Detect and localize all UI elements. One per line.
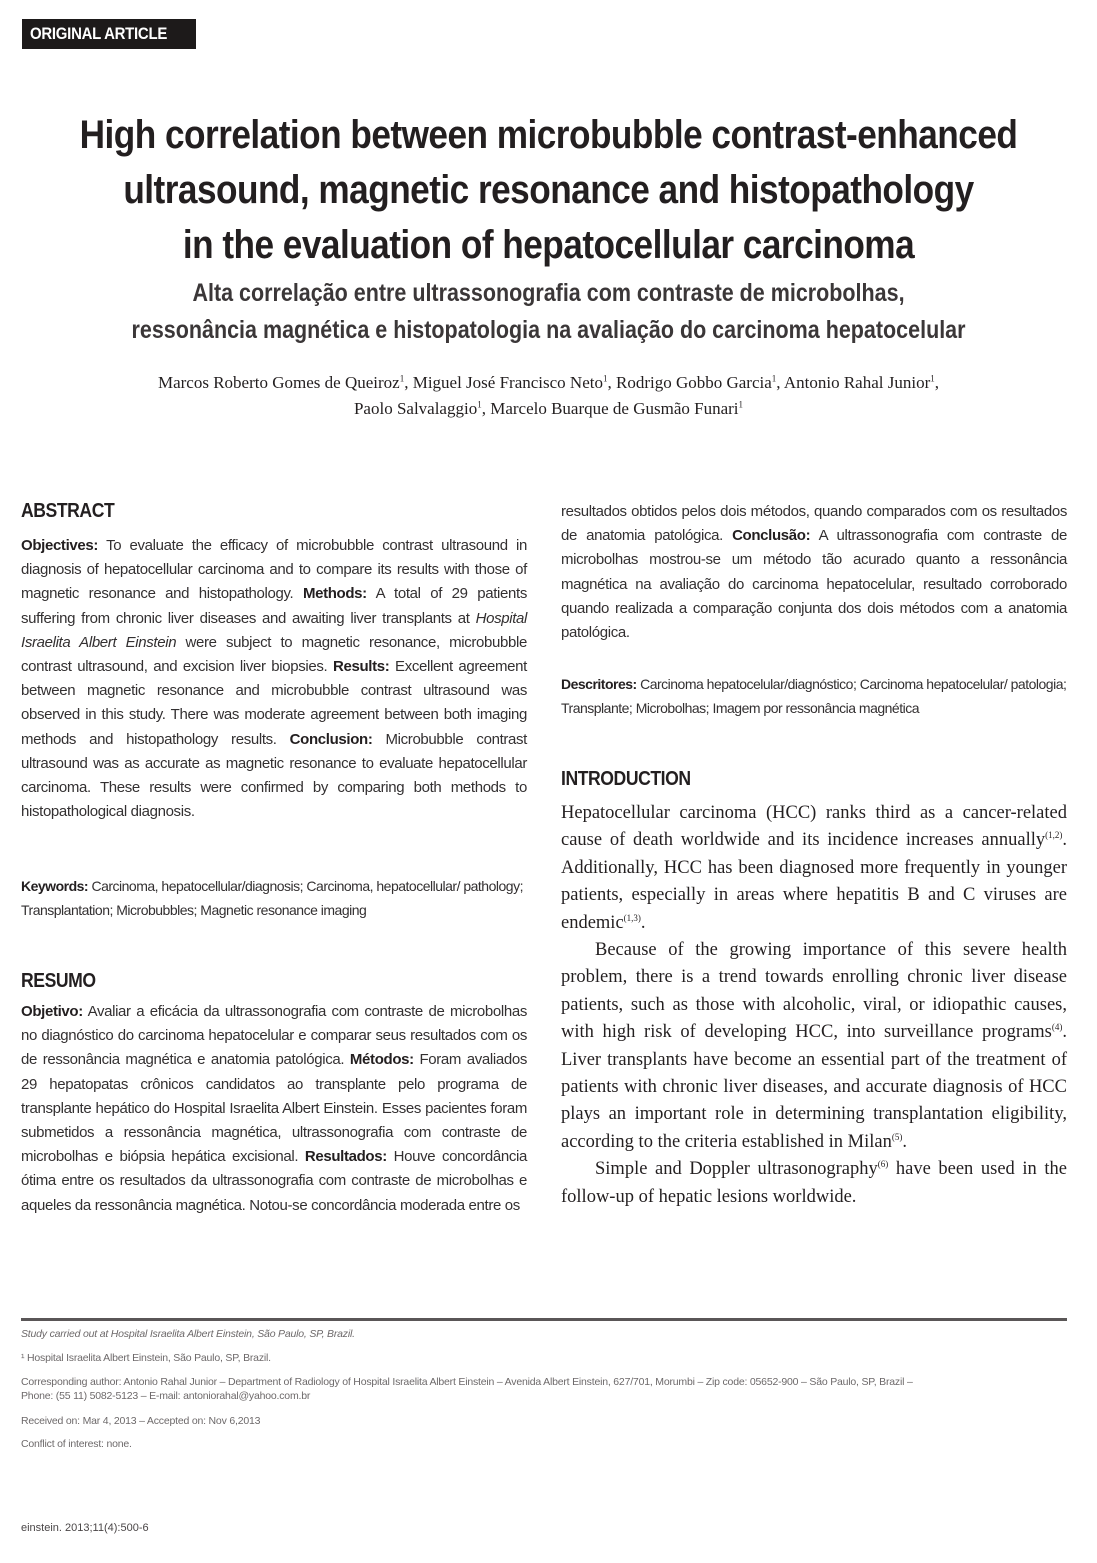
author: Antonio Rahal Junior$^1$, — [783, 373, 939, 392]
paragraph: Simple and Doppler ultrasonography$^{(6)}$ have been used in the follow-up of hepatic lesions worldwide. — [561, 1159, 1067, 1207]
citation-ref[interactable]: (1,3) — [623, 912, 641, 923]
footnote-divider — [21, 1318, 1067, 1321]
citation-ref[interactable]: (6) — [877, 1159, 889, 1170]
title-line: High correlation between microbubble contrast-enhanced — [79, 113, 1018, 157]
article-subtitle-portuguese — [0, 275, 1097, 349]
resumo-heading: RESUMO — [21, 970, 96, 992]
article-title — [0, 108, 1097, 273]
keywords: Keywords: Carcinoma, hepatocellular/diagnosis; Carcinoma, hepatocellular/ pathology; Transplantation; Microbubbles; Magnetic resonance imaging — [21, 878, 523, 918]
author: Marcos Roberto Gomes de Queiroz$^1$, — [157, 373, 413, 392]
introduction-heading: INTRODUCTION — [561, 768, 691, 790]
author-list — [0, 370, 1097, 422]
paragraph: Hepatocellular carcinoma (HCC) ranks third as a cancer-related cause of death worldwide and its incidence increases annually$^{(1,2)}$. Additionally, HCC has been diagnosed more frequently in younger patients, especially in areas where hepatitis B and C viruses are endemic$^{(1,3)}$. — [561, 803, 1067, 933]
author-line — [0, 396, 1097, 422]
introduction-body — [561, 800, 1067, 1211]
author-line — [0, 370, 1097, 396]
footnote-contact[interactable]: Phone: (55 11) 5082-5123 – E-mail: antoniorahal@yahoo.com.br — [21, 1390, 311, 1402]
footnote-affiliation: ¹ Hospital Israelita Albert Einstein, São Paulo, SP, Brazil. — [21, 1352, 271, 1364]
citation-ref[interactable]: (4) — [1051, 1022, 1063, 1033]
footnote-dates: Received on: Mar 4, 2013 – Accepted on: Nov 6,2013 — [21, 1415, 261, 1427]
resumo-body: Objetivo: Avaliar a eficácia da ultrassonografia com contraste de microbolhas no diagnóstico do carcinoma hepatocelular e comparar seus resultados com os de ressonância magnética e anatomia patológica. Métodos: Foram avaliados 29 hepatopatas crônicos candidatos ao transplante pelo programa de transplante hepático do Hospital Israelita Albert Einstein. Esses pacientes foram submetidos a ressonância magnética, ultrassonografia com contraste de microbolhas e biópsia hepática excisional. Resultados: Houve concordância ótima entre os resultados da ultrassonografia com contraste de microbolhas e aqueles da ressonância magnética. Notou-se concordância moderada entre os — [21, 1003, 527, 1214]
author: Rodrigo Gobbo Garcia$^1$, — [615, 373, 784, 392]
subtitle-line: ressonância magnética e histopatologia na avaliação do carcinoma hepatocelular — [131, 316, 966, 344]
footnote-corresponding-author: Corresponding author: Antonio Rahal Junior – Department of Radiology of Hospital Israelita Albert Einstein – Avenida Albert Einstein, 627/701, Morumbi – Zip code: 05652-900 – São Paulo, SP, Brazil – — [21, 1376, 913, 1388]
author: Miguel José Francisco Neto$^1$, — [412, 373, 616, 392]
subtitle-line: Alta correlação entre ultrassonografia com contraste de microbolhas, — [192, 279, 905, 307]
abstract-body: Objectives: To evaluate the efficacy of microbubble contrast ultrasound in diagnosis of hepatocellular carcinoma and to compare its results with those of magnetic resonance and histopathology. Methods: A total of 29 patients suffering from chronic liver diseases and awaiting liver transplants at Hospital Israelita Albert Einstein were subject to magnetic resonance, microbubble contrast ultrasound, and excision liver biopsies. Results: Excellent agreement between magnetic resonance and microbubble contrast ultrasound was observed in this study. There was moderate agreement between both imaging methods and histopathology results. Conclusion: Microbubble contrast ultrasound was as accurate as magnetic resonance to evaluate hepatocellular carcinoma. These results were confirmed by comparing both methods to histopathological diagnosis. — [21, 537, 527, 821]
footnote-conflict: Conflict of interest: none. — [21, 1438, 132, 1450]
title-line: in the evaluation of hepatocellular carcinoma — [182, 223, 915, 267]
author: Paolo Salvalaggio$^1$, — [353, 399, 491, 418]
article-type-badge: ORIGINAL ARTICLE — [22, 19, 196, 49]
paragraph: Because of the growing importance of this severe health problem, there is a trend towards enrolling chronic liver disease patients, such as those with alcoholic, viral, or idiopathic causes, with high risk of developing HCC, into surveillance programs$^{(4)}$. Liver transplants have become an essential part of the treatment of patients with chronic liver diseases, and accurate diagnosis of HCC plays an important role in determining transplantation eligibility, according to the criteria established in Milan$^{(5)}$. — [561, 940, 1067, 1152]
resumo-body-continued: resultados obtidos pelos dois métodos, quando comparados com os resultados de anatomia patológica. Conclusão: A ultrassonografia com contraste de microbolhas mostrou-se um método tão acurado quanto a ressonância magnética na avaliação do carcinoma hepatocelular, resultado corroborado quando realizada a comparação conjunta dos dois métodos com a anatomia patológica. — [561, 503, 1067, 642]
abstract-heading: ABSTRACT — [21, 500, 115, 522]
journal-citation: einstein. 2013;11(4):500-6 — [21, 1522, 149, 1534]
descritores: Descritores: Carcinoma hepatocelular/diagnóstico; Carcinoma hepatocelular/ patologia; Transplante; Microbolhas; Imagem por ressonância magnética — [561, 676, 1067, 716]
citation-ref[interactable]: (5) — [891, 1131, 903, 1142]
title-block — [0, 108, 1097, 349]
citation-ref[interactable]: (1,2) — [1045, 830, 1063, 841]
title-line: ultrasound, magnetic resonance and histopathology — [123, 168, 974, 212]
author: Marcelo Buarque de Gusmão Funari$^1$ — [490, 399, 744, 418]
footnote-study-location: Study carried out at Hospital Israelita Albert Einstein, São Paulo, SP, Brazil. — [21, 1328, 355, 1340]
